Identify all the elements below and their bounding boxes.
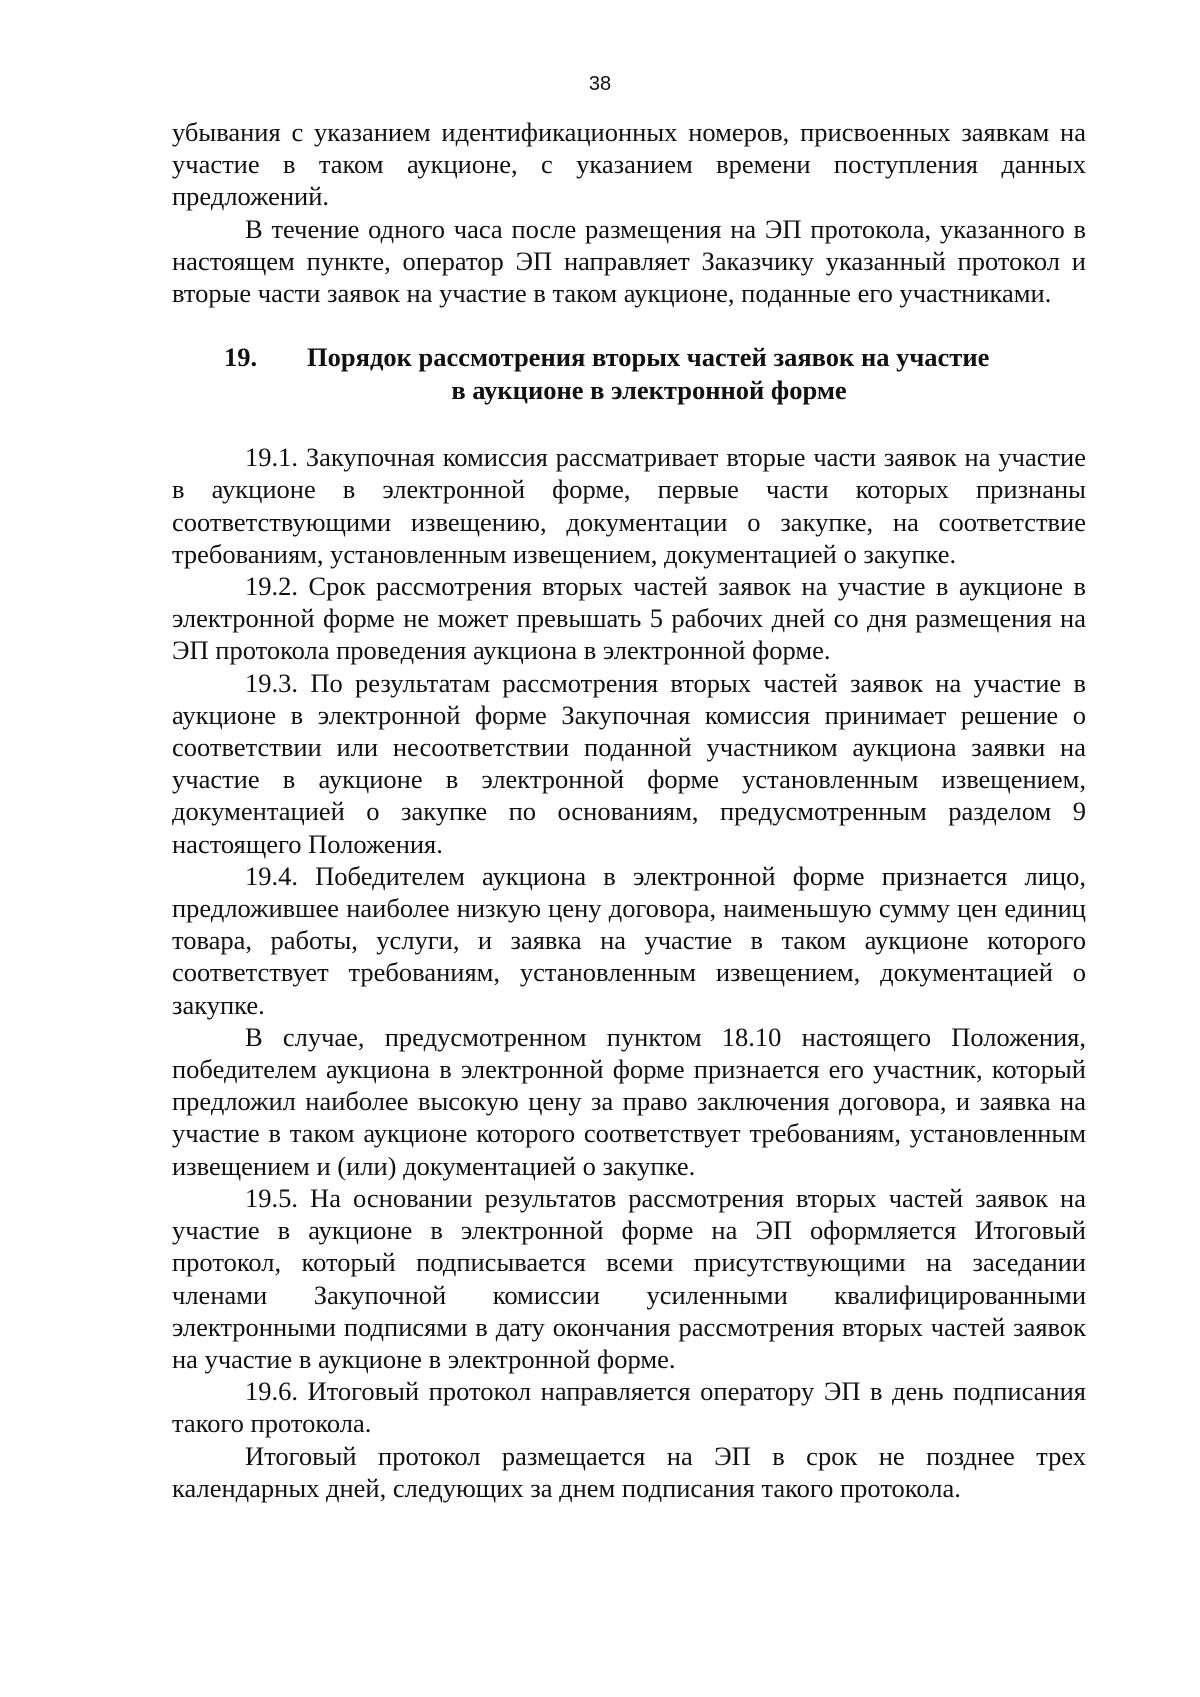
paragraph-19-4: 19.4. Победителем аукциона в электронной форме признается лицо, предложившее наиболее низкую цену договора, наименьшую сумму цен единиц товара, работы, услуги, и заявка на участие в таком аукционе которого соответствует требованиям, установленным извещением, документацией о закупке. bbox=[172, 860, 1086, 1020]
paragraph-19-3: 19.3. По результатам рассмотрения вторых частей заявок на участие в аукционе в электронной форме Закупочная комиссия принимает решение о соответствии или несоответствии поданной участником аукциона заявки на участие в аукционе в электронной форме установленным извещением, документацией о закупке по основаниям, предусмотренным разделом 9 настоящего Положения. bbox=[172, 667, 1086, 859]
paragraph-19-1: 19.1. Закупочная комиссия рассматривает вторые части заявок на участие в аукционе в электронной форме, первые части которых признаны соответствующими извещению, документации о закупке, на соответствие требованиям, установленным извещением, документацией о закупке. bbox=[172, 442, 1086, 569]
section-title-line2: в аукционе в электронной форме bbox=[451, 375, 847, 406]
section-title-line1: Порядок рассмотрения вторых частей заявок на участие bbox=[307, 342, 990, 373]
paragraph-19-4-case: В случае, предусмотренном пунктом 18.10 настоящего Положения, победителем аукциона в электронной форме признается его участник, который предложил наиболее высокую цену за право заключения договора, и заявка на участие в таком аукционе которого соответствует требованиям, установленным извещением и (или) документацией о закупке. bbox=[172, 1021, 1086, 1181]
paragraph-19-6-publication: Итоговый протокол размещается на ЭП в срок не позднее трех календарных дней, следующих за днем подписания такого протокола. bbox=[172, 1440, 1086, 1503]
paragraph-19-5: 19.5. На основании результатов рассмотрения вторых частей заявок на участие в аукционе в электронной форме на ЭП оформляется Итоговый протокол, который подписывается всеми присутствующими на заседании членами Закупочной комиссии усиленными квалифицированными электронными подписями в дату окончания рассмотрения вторых частей заявок на участие в аукционе в электронной форме. bbox=[172, 1182, 1086, 1374]
paragraph-19-6: 19.6. Итоговый протокол направляется оператору ЭП в день подписания такого протокола. bbox=[172, 1376, 1086, 1439]
paragraph-protocol-transfer: В течение одного часа после размещения на ЭП протокола, указанного в настоящем пункте, оператор ЭП направляет Заказчику указанный протокол и вторые части заявок на участие в таком аукционе, поданные его участниками. bbox=[172, 213, 1086, 309]
paragraph-continuation: убывания с указанием идентификационных номеров, присвоенных заявкам на участие в таком аукционе, с указанием времени поступления данных предложений. bbox=[172, 117, 1086, 212]
section-number: 19. bbox=[224, 342, 258, 373]
section-heading bbox=[172, 341, 1086, 407]
paragraph-19-2: 19.2. Срок рассмотрения вторых частей заявок на участие в аукционе в электронной форме не может превышать 5 рабочих дней со дня размещения на ЭП протокола проведения аукциона в электронной форме. bbox=[172, 571, 1086, 666]
page-number: 38 bbox=[588, 73, 612, 95]
document-body bbox=[172, 116, 1086, 1504]
